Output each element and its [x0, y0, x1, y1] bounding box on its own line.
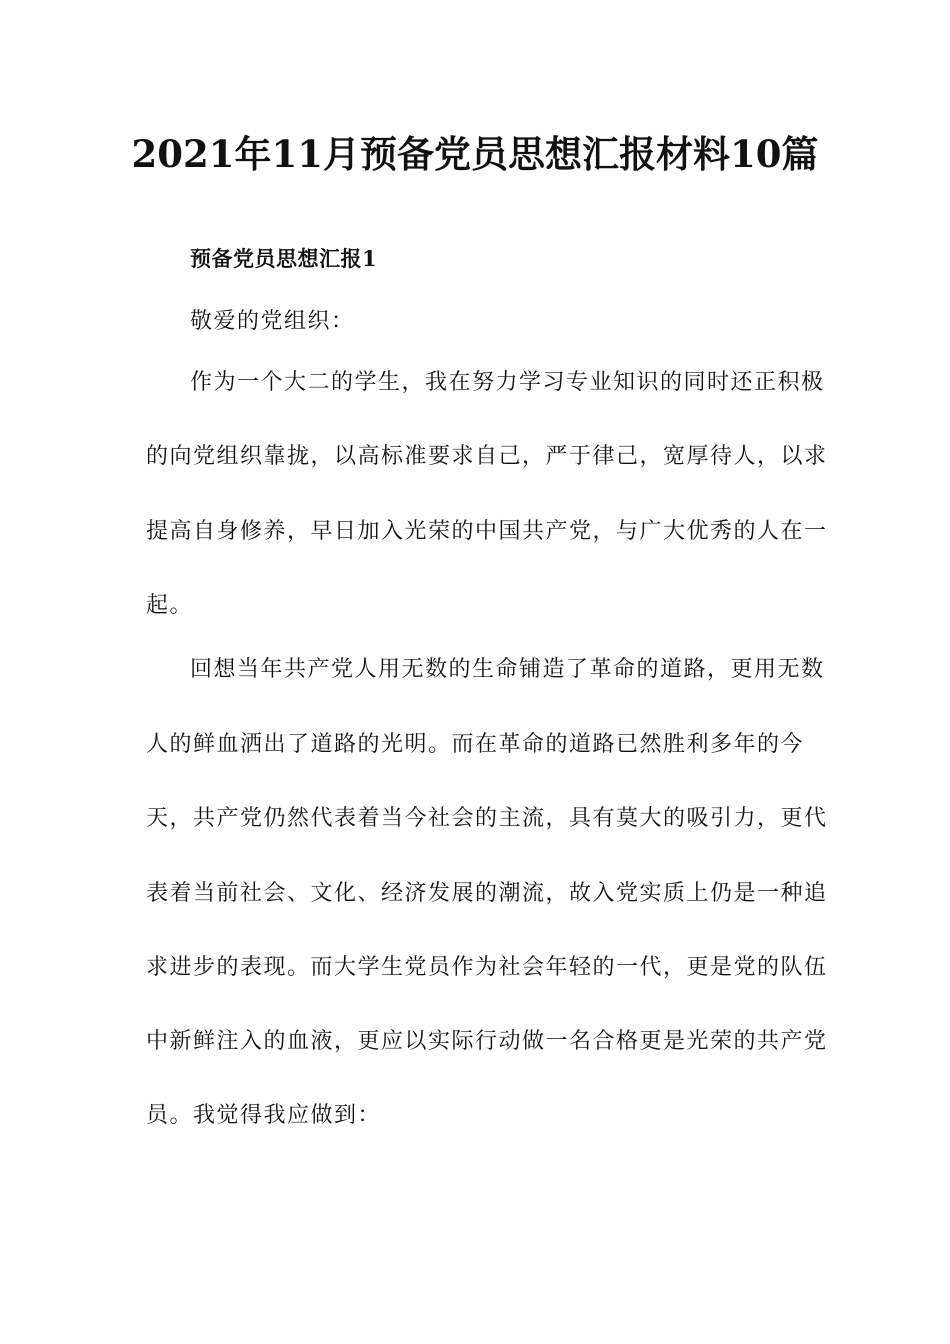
paragraph-line: 员。我觉得我应做到： — [146, 1103, 382, 1128]
document-title: 2021年11月预备党员思想汇报材料10篇 — [131, 132, 819, 176]
paragraph-line: 回想当年共产党人用无数的生命铺造了革命的道路，更用无数 — [190, 657, 825, 682]
paragraph-line: 中新鲜注入的血液，更应以实际行动做一名合格更是光荣的共产党 — [146, 1029, 828, 1054]
paragraph-line: 表着当前社会、文化、经济发展的潮流，故入党实质上仍是一种追 — [146, 881, 828, 906]
paragraph-line: 天，共产党仍然代表着当今社会的主流，具有莫大的吸引力，更代 — [146, 806, 828, 831]
salutation: 敬爱的党组织： — [190, 309, 355, 334]
paragraph-line: 作为一个大二的学生，我在努力学习专业知识的同时还正积极 — [190, 370, 825, 395]
paragraph-line: 人的鲜血洒出了道路的光明。而在革命的道路已然胜利多年的今 — [146, 732, 805, 757]
paragraph-line: 求进步的表现。而大学生党员作为社会年轻的一代，更是党的队伍 — [146, 955, 828, 980]
paragraph-line: 起。 — [146, 593, 194, 618]
paragraph-line: 提高自身修养，早日加入光荣的中国共产党，与广大优秀的人在一 — [146, 519, 828, 544]
paragraph-line: 的向党组织靠拢，以高标准要求自己，严于律己，宽厚待人，以求 — [146, 444, 828, 469]
section-heading: 预备党员思想汇报1 — [190, 246, 378, 271]
